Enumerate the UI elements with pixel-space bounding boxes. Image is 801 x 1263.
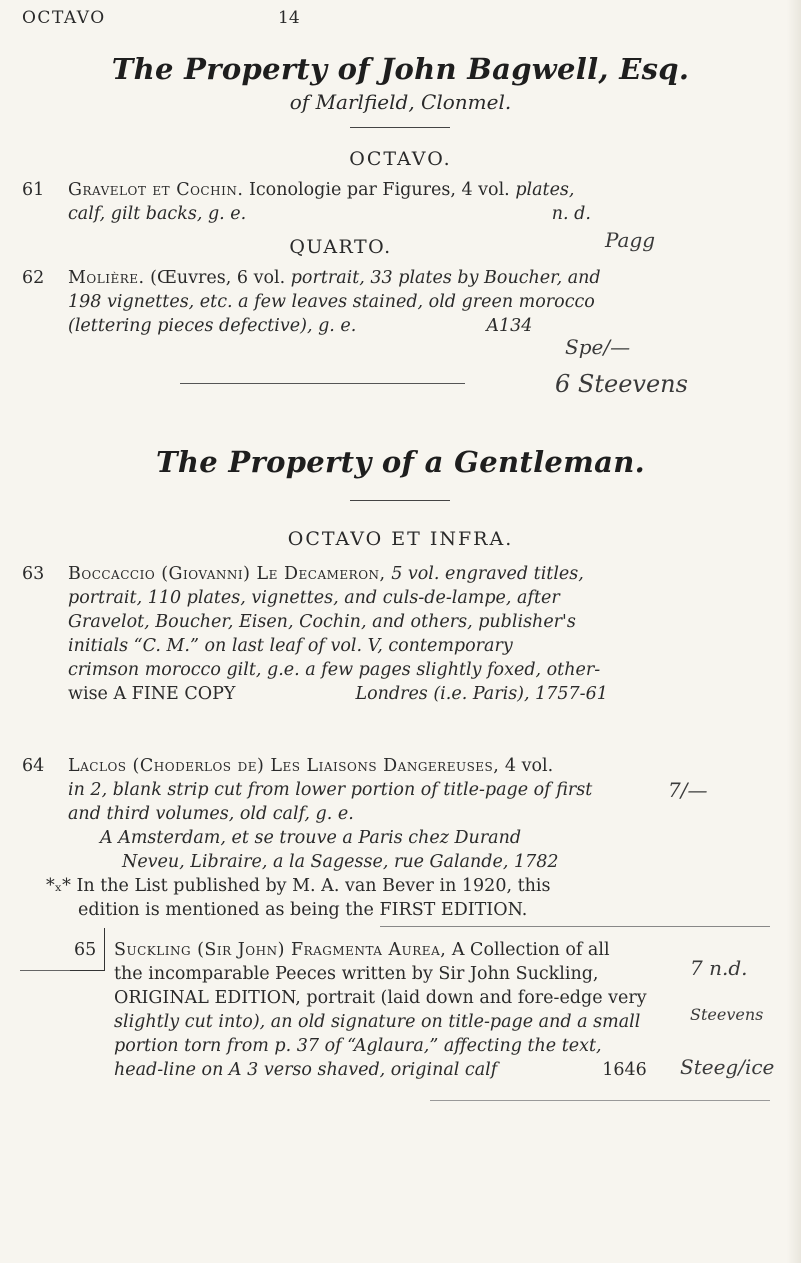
lot-number: 65 [74, 940, 97, 960]
lot-imprint: Londres (i.e. Paris), 1757-61 [355, 684, 608, 704]
property-subtitle: of Marlfield, Clonmel. [289, 90, 512, 114]
property-title-gentleman: The Property of a Gentleman. [155, 445, 645, 479]
lot-text-italic: plates, [515, 180, 575, 200]
lot-text: the incomparable Peeces written by Sir John Suckling, [114, 964, 599, 984]
lot-text: 4 vol. [499, 756, 554, 776]
lot-text: in 2, blank strip cut from lower portion of title-page of first [68, 780, 593, 800]
short-rule [350, 127, 450, 128]
lot-text: and third volumes, old calf, g. e. [68, 804, 354, 824]
property-title-bagwell: The Property of John Bagwell, Esq. [111, 52, 690, 86]
running-head [22, 8, 741, 36]
heading-octavo: OCTAVO. [349, 148, 452, 170]
handwritten-annotation: 7/— [668, 778, 708, 802]
lot-text: ORIGINAL EDITION, portrait (laid down and fore-edge very [114, 988, 647, 1008]
lot-text: portion torn from p. 37 of “Aglaura,” affecting the text, [114, 1036, 602, 1056]
lot-text: Iconologie par Figures, 4 vol. [243, 180, 516, 200]
page-number: 14 [278, 8, 300, 28]
lot-text: portrait, 110 plates, vignettes, and culs-de-lampe, after [68, 588, 560, 608]
lot-text: A Amsterdam, et se trouve a Paris chez Durand [100, 828, 522, 848]
lot-text: 5 vol. engraved titles, [385, 564, 584, 584]
handwritten-annotation: Steevens [690, 1005, 764, 1024]
lot-number: 61 [22, 180, 45, 200]
lot-date: n. d. [546, 204, 591, 224]
lot-text: (Œuvres, 6 vol. [144, 268, 291, 288]
lot-text: A Collection of all [446, 940, 610, 960]
handwritten-annotation: 7 n.d. [690, 956, 748, 980]
lot-price: A134 [486, 316, 533, 336]
lot-text: wise A FINE COPY [68, 684, 236, 704]
lot-number: 63 [22, 564, 45, 584]
lot-61 [22, 178, 763, 226]
lot-number: 64 [22, 756, 45, 776]
lot-author: Boccaccio (Giovanni) Le Decameron, [68, 564, 386, 584]
lot-text: Neveu, Libraire, a la Sagesse, rue Galande, 1782 [122, 852, 559, 872]
lot-text: (lettering pieces defective), g. e. [68, 316, 357, 336]
handwritten-annotation: Pagg [605, 228, 656, 252]
heading-octavo-et-infra: OCTAVO ET INFRA. [287, 528, 514, 550]
lot-author: Molière. [68, 268, 145, 288]
handwritten-annotation: Spe/— [565, 335, 631, 359]
section-rule [380, 926, 770, 927]
lot-text-italic: portrait, 33 plates by Boucher, and [290, 268, 601, 288]
lot-date: 1646 [602, 1060, 647, 1080]
lot-text: head-line on A 3 verso shaved, original calf [114, 1060, 498, 1080]
note-line: *ₓ* In the List published by M. A. van Bever in 1920, this [46, 876, 551, 896]
lot-author: Suckling (Sir John) Fragmenta Aurea, [114, 940, 447, 960]
lot-author: Laclos (Choderlos de) Les Liaisons Dangereuses, [68, 756, 500, 776]
lot-text: Gravelot, Boucher, Eisen, Cochin, and others, publisher's [68, 612, 576, 632]
lot-text: slightly cut into), an old signature on title-page and a small [114, 1012, 641, 1032]
section-rule [430, 1100, 770, 1101]
lot-text: calf, gilt backs, g. e. [68, 204, 247, 224]
lot-63 [22, 562, 763, 706]
lot-text: initials “C. M.” on last leaf of vol. V, contemporary [68, 636, 513, 656]
note-line: edition is mentioned as being the FIRST EDITION. [78, 900, 528, 920]
lot-number: 62 [22, 268, 45, 288]
lot-62 [22, 266, 763, 338]
handwritten-annotation: 6 Steevens [555, 370, 688, 398]
running-head-title: OCTAVO [22, 8, 106, 28]
lot-text: crimson morocco gilt, g.e. a few pages slightly foxed, other- [68, 660, 601, 680]
section-rule [180, 383, 465, 384]
lot-65 [22, 938, 763, 1082]
short-rule [350, 500, 450, 501]
page-edge-shadow [787, 0, 801, 1263]
lot-64-note [46, 874, 550, 922]
lot-author: Gravelot et Cochin. [68, 180, 244, 200]
heading-quarto: QUARTO. [289, 236, 392, 258]
lot-text: 198 vignettes, etc. a few leaves stained, old green morocco [68, 292, 595, 312]
lot-64 [22, 754, 763, 874]
handwritten-annotation: Steeg/ice [680, 1055, 775, 1079]
